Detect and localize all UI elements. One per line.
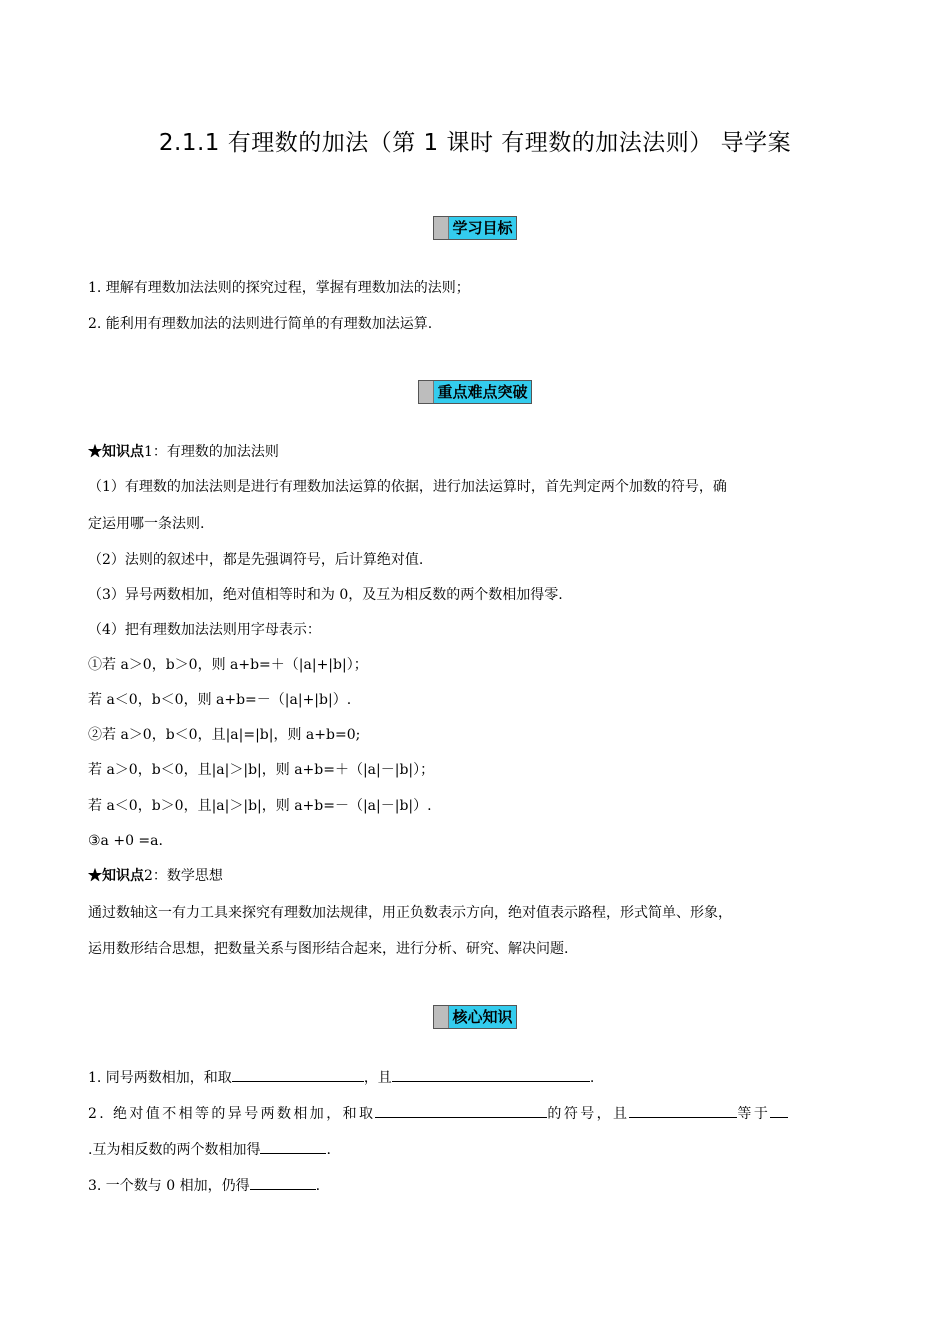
section-label: 学习目标 — [449, 217, 515, 239]
knowledge-point-star: ★知识点 — [88, 868, 144, 884]
rule-line: ②若 a＞0，b＜0，且|a|=|b|，则 a+b=0; — [88, 727, 361, 743]
question-text: .互为相反数的两个数相加得 — [88, 1142, 261, 1158]
knowledge-point-heading — [88, 866, 868, 886]
rule-line: ③a +0 =a. — [88, 833, 163, 849]
question-text: ，且 — [363, 1070, 392, 1086]
page-title: 2.1.1 有理数的加法（第 1 课时 有理数的加法法则） 导学案 — [158, 130, 792, 156]
section-label: 重点难点突破 — [434, 381, 530, 403]
answer-blank[interactable] — [629, 1103, 737, 1118]
section-header-core — [0, 1005, 950, 1029]
section-header-goals — [0, 216, 950, 240]
question-text: . — [589, 1070, 595, 1086]
knowledge-point-star: ★知识点 — [88, 444, 144, 460]
question-text: 1. 同号两数相加，和取 — [88, 1070, 232, 1086]
section-badge — [433, 216, 516, 240]
fill-blank-question-2 — [88, 1103, 868, 1124]
section-header-key — [0, 380, 950, 404]
section-badge — [418, 380, 531, 404]
section-badge — [433, 1005, 516, 1029]
badge-marker — [434, 1006, 449, 1028]
paragraph: （3）异号两数相加，绝对值相等时和为 0，及互为相反数的两个数相加得零. — [88, 587, 563, 603]
fill-blank-question-1 — [88, 1067, 868, 1088]
paragraph: 运用数形结合思想，把数量关系与图形结合起来，进行分析、研究、解决问题. — [88, 941, 569, 957]
answer-blank[interactable] — [770, 1103, 788, 1118]
answer-blank[interactable] — [260, 1139, 326, 1154]
paragraph: （4）把有理数加法法则用字母表示： — [88, 622, 321, 638]
question-text: 的符号，且 — [547, 1106, 630, 1122]
rule-line: ①若 a＞0，b＞0，则 a+b=＋（|a|+|b|）； — [88, 657, 368, 673]
section-label: 核心知识 — [449, 1006, 515, 1028]
fill-blank-question-2-cont — [88, 1139, 868, 1160]
fill-blank-question-3 — [88, 1175, 868, 1196]
question-text: 3. 一个数与 0 相加，仍得 — [88, 1178, 250, 1194]
question-text: 等于 — [737, 1106, 771, 1122]
knowledge-point-title: 2：数学思想 — [144, 868, 223, 884]
rule-line: 若 a＞0，b＜0，且|a|＞|b|，则 a+b=＋（|a|－|b|）； — [88, 762, 435, 778]
goal-item: 1. 理解有理数加法法则的探究过程，掌握有理数加法的法则； — [88, 280, 470, 296]
paragraph: 通过数轴这一有力工具来探究有理数加法规律，用正负数表示方向，绝对值表示路程，形式简单、形象， — [88, 905, 732, 921]
badge-marker — [434, 217, 449, 239]
paragraph: （2）法则的叙述中，都是先强调符号，后计算绝对值. — [88, 552, 424, 568]
badge-marker — [419, 381, 434, 403]
question-text: . — [315, 1178, 321, 1194]
answer-blank[interactable] — [392, 1067, 590, 1082]
knowledge-point-title: 1：有理数的加法法则 — [144, 444, 279, 460]
paragraph: （1）有理数的加法法则是进行有理数加法运算的依据，进行加法运算时，首先判定两个加数的符号，确 — [88, 479, 727, 495]
knowledge-point-heading — [88, 442, 868, 462]
rule-line: 若 a＜0，b＞0，且|a|＞|b|，则 a+b=－（|a|－|b|）. — [88, 798, 432, 814]
answer-blank[interactable] — [375, 1103, 547, 1118]
answer-blank[interactable] — [250, 1175, 316, 1190]
paragraph: 定运用哪一条法则. — [88, 516, 205, 532]
question-text: . — [326, 1142, 331, 1158]
question-text: 2. 绝对值不相等的异号两数相加，和取 — [88, 1106, 376, 1122]
answer-blank[interactable] — [232, 1067, 364, 1082]
goal-item: 2. 能利用有理数加法的法则进行简单的有理数加法运算. — [88, 316, 433, 332]
rule-line: 若 a＜0，b＜0，则 a+b=－（|a|+|b|）. — [88, 692, 352, 708]
